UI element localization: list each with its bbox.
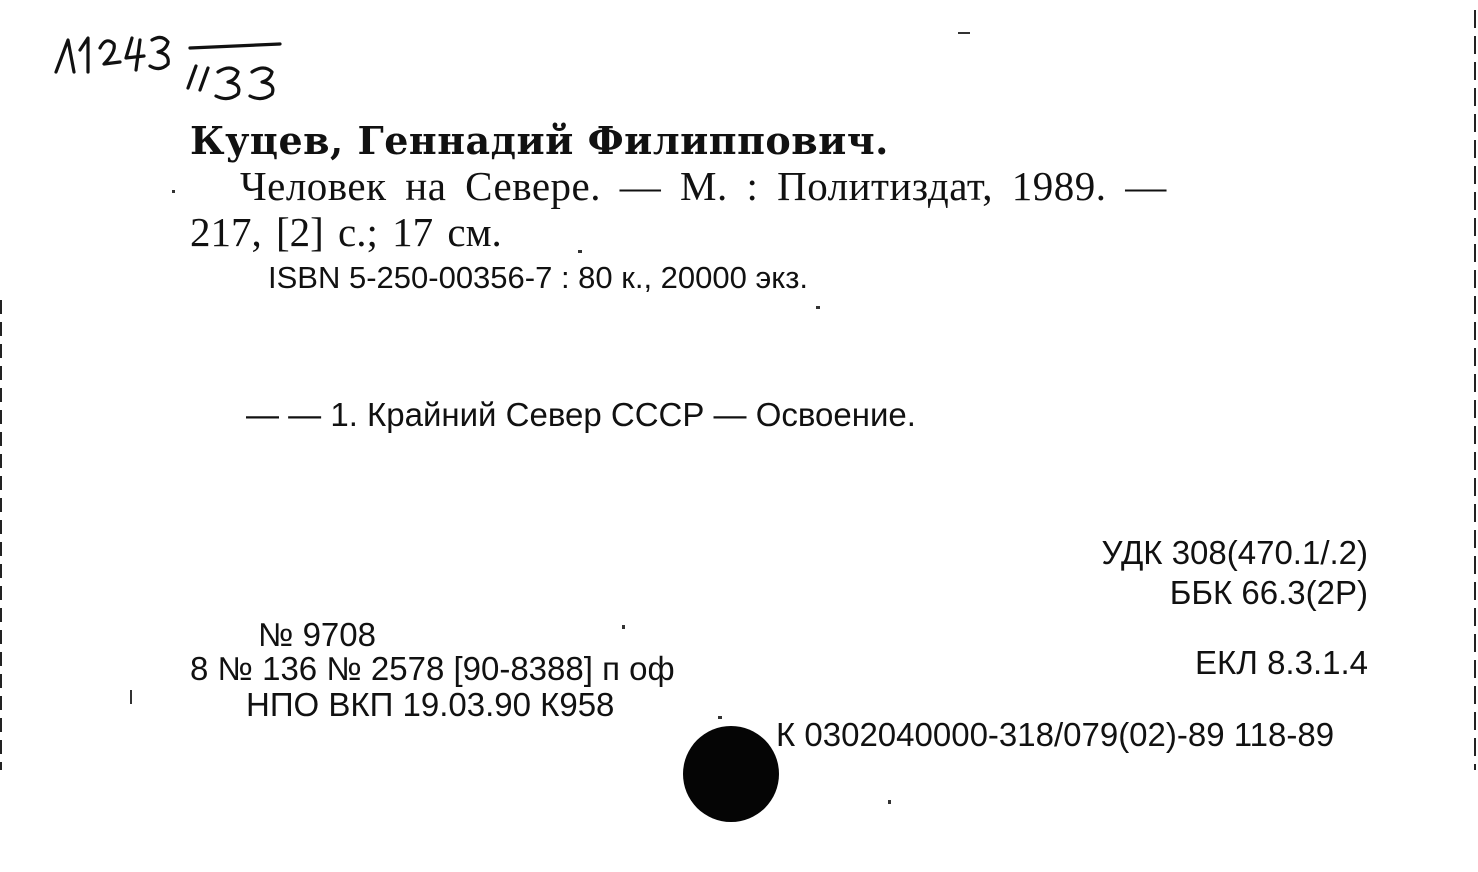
author-heading: Куцев, Геннадий Филиппович. (190, 118, 889, 163)
print-info-line-2: НПО ВКП 19.03.90 К958 (246, 686, 615, 723)
physical-description: 217, [2] с.; 17 см. (190, 209, 502, 255)
speck-mark (578, 250, 582, 253)
print-info-line-1: 8 № 136 № 2578 [90-8388] п оф (190, 650, 675, 687)
punch-hole (683, 726, 779, 822)
speck-mark (958, 32, 970, 34)
speck-mark (130, 690, 132, 704)
handwritten-shelf-mark (48, 10, 308, 110)
card-left-edge (0, 300, 2, 770)
udk-code: УДК 308(470.1/.2) (1101, 534, 1368, 571)
speck-mark (816, 306, 820, 309)
bbk-code: ББК 66.3(2Р) (1169, 574, 1368, 611)
subject-heading: — — 1. Крайний Север СССР — Освоение. (246, 396, 916, 433)
isbn-line: ISBN 5-250-00356-7 : 80 к., 20000 экз. (268, 260, 809, 295)
speck-mark (718, 716, 722, 719)
card-right-edge (1474, 10, 1476, 770)
ekl-code: ЕКЛ 8.3.1.4 (1195, 644, 1368, 681)
speck-mark (172, 190, 175, 193)
order-number: № 9708 (258, 616, 376, 653)
title-imprint-line: Человек на Севере. — М. : Политиздат, 1989. — (240, 163, 1167, 209)
speck-mark (888, 800, 891, 804)
k-code: К 0302040000-318/079(02)-89 118-89 (776, 716, 1335, 753)
speck-mark (622, 625, 625, 629)
